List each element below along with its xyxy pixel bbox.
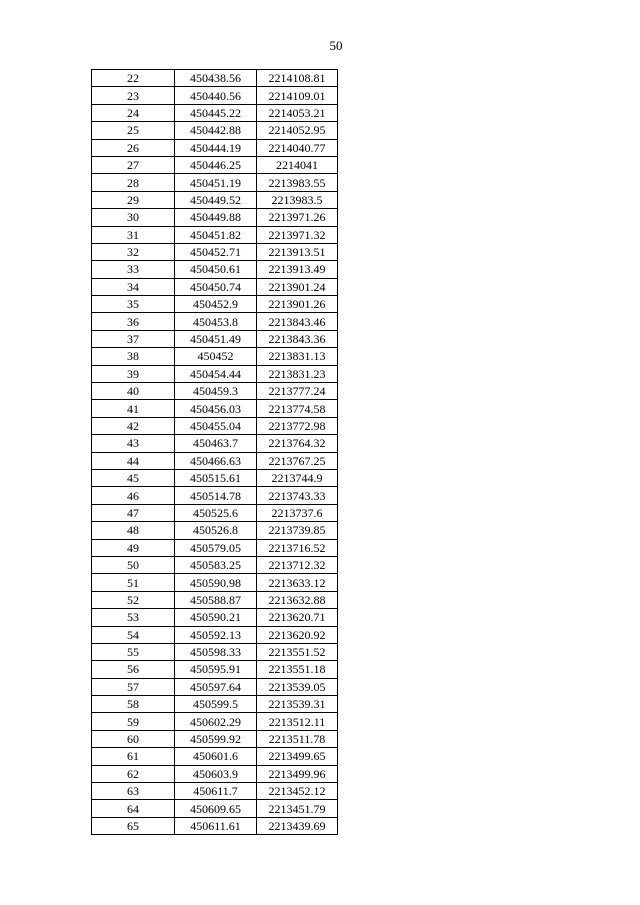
page-number: 50 (329, 38, 343, 53)
y-coordinate-cell: 2213499.96 (257, 765, 338, 782)
y-coordinate-cell: 2213767.25 (257, 452, 338, 469)
y-coordinate-cell: 2214108.81 (257, 70, 338, 87)
y-coordinate-cell: 2213983.5 (257, 191, 338, 208)
table-row (92, 417, 338, 434)
x-coordinate-cell: 450442.88 (175, 122, 257, 139)
y-coordinate-cell: 2213901.26 (257, 296, 338, 313)
table-row (92, 504, 338, 521)
point-number-cell: 45 (92, 469, 175, 486)
y-coordinate-cell: 2213913.49 (257, 261, 338, 278)
x-coordinate-cell: 450449.52 (175, 191, 257, 208)
table-row (92, 278, 338, 295)
x-coordinate-cell: 450599.92 (175, 730, 257, 747)
point-number-cell: 61 (92, 748, 175, 765)
point-number-cell: 59 (92, 713, 175, 730)
y-coordinate-cell: 2213633.12 (257, 574, 338, 591)
x-coordinate-cell: 450452.9 (175, 296, 257, 313)
point-number-cell: 58 (92, 696, 175, 713)
table-row (92, 296, 338, 313)
x-coordinate-cell: 450446.25 (175, 156, 257, 173)
table-row (92, 226, 338, 243)
point-number-cell: 39 (92, 365, 175, 382)
table-row (92, 243, 338, 260)
table-row (92, 313, 338, 330)
y-coordinate-cell: 2213743.33 (257, 487, 338, 504)
y-coordinate-cell: 2214053.21 (257, 104, 338, 121)
x-coordinate-cell: 450466.63 (175, 452, 257, 469)
table-row (92, 400, 338, 417)
y-coordinate-cell: 2213620.71 (257, 609, 338, 626)
table-row (92, 209, 338, 226)
y-coordinate-cell: 2214041 (257, 156, 338, 173)
y-coordinate-cell: 2213551.18 (257, 661, 338, 678)
x-coordinate-cell: 450451.82 (175, 226, 257, 243)
x-coordinate-cell: 450459.3 (175, 383, 257, 400)
table-row (92, 383, 338, 400)
y-coordinate-cell: 2213831.23 (257, 365, 338, 382)
x-coordinate-cell: 450592.13 (175, 626, 257, 643)
point-number-cell: 42 (92, 417, 175, 434)
table-row (92, 783, 338, 800)
point-number-cell: 60 (92, 730, 175, 747)
x-coordinate-cell: 450449.88 (175, 209, 257, 226)
point-number-cell: 32 (92, 243, 175, 260)
coordinates-table (91, 69, 338, 835)
x-coordinate-cell: 450602.29 (175, 713, 257, 730)
point-number-cell: 44 (92, 452, 175, 469)
table-row (92, 748, 338, 765)
point-number-cell: 38 (92, 348, 175, 365)
y-coordinate-cell: 2213620.92 (257, 626, 338, 643)
coordinates-table-body (92, 70, 338, 835)
x-coordinate-cell: 450590.21 (175, 609, 257, 626)
table-row (92, 591, 338, 608)
x-coordinate-cell: 450611.61 (175, 817, 257, 834)
y-coordinate-cell: 2213777.24 (257, 383, 338, 400)
x-coordinate-cell: 450609.65 (175, 800, 257, 817)
x-coordinate-cell: 450588.87 (175, 591, 257, 608)
y-coordinate-cell: 2213774.58 (257, 400, 338, 417)
x-coordinate-cell: 450454.44 (175, 365, 257, 382)
table-row (92, 330, 338, 347)
point-number-cell: 62 (92, 765, 175, 782)
point-number-cell: 28 (92, 174, 175, 191)
point-number-cell: 56 (92, 661, 175, 678)
table-row (92, 643, 338, 660)
point-number-cell: 22 (92, 70, 175, 87)
y-coordinate-cell: 2214040.77 (257, 139, 338, 156)
x-coordinate-cell: 450590.98 (175, 574, 257, 591)
y-coordinate-cell: 2213744.9 (257, 469, 338, 486)
table-row (92, 661, 338, 678)
point-number-cell: 25 (92, 122, 175, 139)
point-number-cell: 34 (92, 278, 175, 295)
x-coordinate-cell: 450463.7 (175, 435, 257, 452)
point-number-cell: 40 (92, 383, 175, 400)
x-coordinate-cell: 450525.6 (175, 504, 257, 521)
point-number-cell: 48 (92, 522, 175, 539)
y-coordinate-cell: 2213451.79 (257, 800, 338, 817)
point-number-cell: 41 (92, 400, 175, 417)
table-row (92, 348, 338, 365)
y-coordinate-cell: 2213737.6 (257, 504, 338, 521)
point-number-cell: 33 (92, 261, 175, 278)
x-coordinate-cell: 450452 (175, 348, 257, 365)
table-row (92, 191, 338, 208)
y-coordinate-cell: 2213551.52 (257, 643, 338, 660)
point-number-cell: 24 (92, 104, 175, 121)
table-row (92, 452, 338, 469)
x-coordinate-cell: 450438.56 (175, 70, 257, 87)
table-row (92, 765, 338, 782)
x-coordinate-cell: 450595.91 (175, 661, 257, 678)
point-number-cell: 30 (92, 209, 175, 226)
point-number-cell: 49 (92, 539, 175, 556)
y-coordinate-cell: 2213843.46 (257, 313, 338, 330)
y-coordinate-cell: 2213439.69 (257, 817, 338, 834)
table-row (92, 104, 338, 121)
table-row (92, 626, 338, 643)
point-number-cell: 54 (92, 626, 175, 643)
table-row (92, 817, 338, 834)
y-coordinate-cell: 2213772.98 (257, 417, 338, 434)
table-row (92, 174, 338, 191)
table-row (92, 730, 338, 747)
y-coordinate-cell: 2213452.12 (257, 783, 338, 800)
point-number-cell: 35 (92, 296, 175, 313)
point-number-cell: 52 (92, 591, 175, 608)
point-number-cell: 29 (92, 191, 175, 208)
y-coordinate-cell: 2213764.32 (257, 435, 338, 452)
table-row (92, 435, 338, 452)
point-number-cell: 50 (92, 556, 175, 573)
point-number-cell: 64 (92, 800, 175, 817)
table-row (92, 122, 338, 139)
point-number-cell: 53 (92, 609, 175, 626)
y-coordinate-cell: 2213843.36 (257, 330, 338, 347)
point-number-cell: 55 (92, 643, 175, 660)
y-coordinate-cell: 2214109.01 (257, 87, 338, 104)
y-coordinate-cell: 2213971.32 (257, 226, 338, 243)
table-row (92, 800, 338, 817)
point-number-cell: 36 (92, 313, 175, 330)
x-coordinate-cell: 450445.22 (175, 104, 257, 121)
x-coordinate-cell: 450583.25 (175, 556, 257, 573)
y-coordinate-cell: 2213971.26 (257, 209, 338, 226)
y-coordinate-cell: 2213831.13 (257, 348, 338, 365)
x-coordinate-cell: 450611.7 (175, 783, 257, 800)
table-row (92, 609, 338, 626)
x-coordinate-cell: 450444.19 (175, 139, 257, 156)
y-coordinate-cell: 2213539.05 (257, 678, 338, 695)
table-row (92, 487, 338, 504)
point-number-cell: 51 (92, 574, 175, 591)
point-number-cell: 43 (92, 435, 175, 452)
x-coordinate-cell: 450597.64 (175, 678, 257, 695)
table-row (92, 574, 338, 591)
point-number-cell: 37 (92, 330, 175, 347)
y-coordinate-cell: 2213712.32 (257, 556, 338, 573)
point-number-cell: 23 (92, 87, 175, 104)
table-row (92, 156, 338, 173)
y-coordinate-cell: 2213901.24 (257, 278, 338, 295)
y-coordinate-cell: 2213632.88 (257, 591, 338, 608)
point-number-cell: 65 (92, 817, 175, 834)
y-coordinate-cell: 2214052.95 (257, 122, 338, 139)
x-coordinate-cell: 450515.61 (175, 469, 257, 486)
x-coordinate-cell: 450452.71 (175, 243, 257, 260)
x-coordinate-cell: 450526.8 (175, 522, 257, 539)
point-number-cell: 26 (92, 139, 175, 156)
y-coordinate-cell: 2213913.51 (257, 243, 338, 260)
table-row (92, 539, 338, 556)
table-row (92, 696, 338, 713)
table-row (92, 678, 338, 695)
point-number-cell: 31 (92, 226, 175, 243)
table-row (92, 261, 338, 278)
x-coordinate-cell: 450450.74 (175, 278, 257, 295)
y-coordinate-cell: 2213716.52 (257, 539, 338, 556)
x-coordinate-cell: 450451.49 (175, 330, 257, 347)
y-coordinate-cell: 2213511.78 (257, 730, 338, 747)
table-row (92, 365, 338, 382)
table-row (92, 87, 338, 104)
x-coordinate-cell: 450603.9 (175, 765, 257, 782)
x-coordinate-cell: 450456.03 (175, 400, 257, 417)
x-coordinate-cell: 450579.05 (175, 539, 257, 556)
table-row (92, 469, 338, 486)
point-number-cell: 46 (92, 487, 175, 504)
x-coordinate-cell: 450599.5 (175, 696, 257, 713)
table-row (92, 556, 338, 573)
y-coordinate-cell: 2213499.65 (257, 748, 338, 765)
y-coordinate-cell: 2213739.85 (257, 522, 338, 539)
point-number-cell: 47 (92, 504, 175, 521)
point-number-cell: 63 (92, 783, 175, 800)
table-row (92, 713, 338, 730)
x-coordinate-cell: 450514.78 (175, 487, 257, 504)
y-coordinate-cell: 2213512.11 (257, 713, 338, 730)
y-coordinate-cell: 2213983.55 (257, 174, 338, 191)
x-coordinate-cell: 450455.04 (175, 417, 257, 434)
table-row (92, 522, 338, 539)
x-coordinate-cell: 450598.33 (175, 643, 257, 660)
point-number-cell: 27 (92, 156, 175, 173)
table-row (92, 70, 338, 87)
x-coordinate-cell: 450450.61 (175, 261, 257, 278)
x-coordinate-cell: 450451.19 (175, 174, 257, 191)
x-coordinate-cell: 450601.6 (175, 748, 257, 765)
x-coordinate-cell: 450440.56 (175, 87, 257, 104)
x-coordinate-cell: 450453.8 (175, 313, 257, 330)
table-row (92, 139, 338, 156)
point-number-cell: 57 (92, 678, 175, 695)
y-coordinate-cell: 2213539.31 (257, 696, 338, 713)
